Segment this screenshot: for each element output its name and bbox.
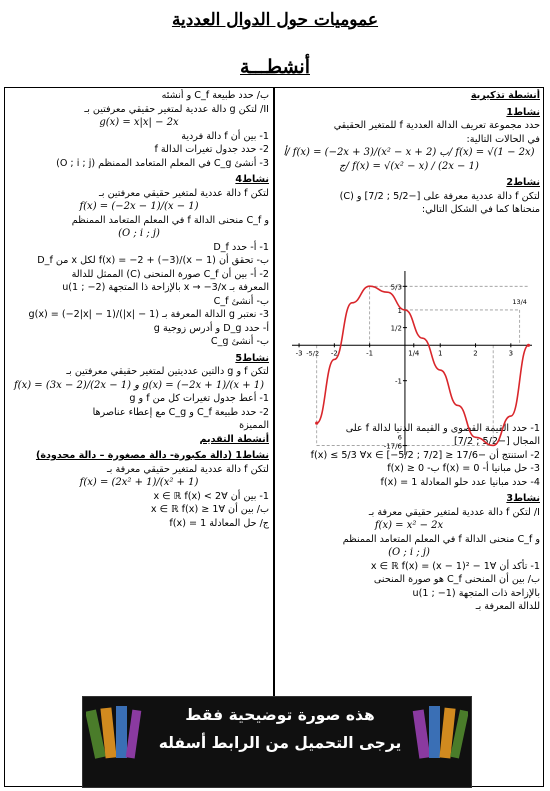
x-tick-label: -1 <box>366 349 374 358</box>
banner-line-1: هذه صورة توضيحية فقط <box>185 706 375 724</box>
section-heading: أنشطة التقديم <box>199 433 269 445</box>
text-line: 4- حدد مبانيا عدد حلو المعادلة f(x) = 1 <box>380 476 540 488</box>
text-line: ب- أنشئ C_g <box>210 336 269 347</box>
text-line: المميزة <box>239 420 269 431</box>
text-line: بالإزاحة ذات المتجهة u(1 ; −1) <box>412 587 540 599</box>
text-line: للدالة المعرفة بـ <box>475 601 540 612</box>
formula-line: f(x) = x² − 2x <box>374 520 444 531</box>
column-divider <box>273 87 275 787</box>
x-tick-label: 2 <box>473 349 478 358</box>
text-line: في الحالات التالية: <box>466 133 540 145</box>
section-heading: نشاط5 <box>235 352 269 364</box>
x-tick-label: 3 <box>508 349 514 358</box>
text-line: لتكن f دالة عددية لمتغير حقيقي معرفتين بـ <box>99 187 269 199</box>
text-line: 1- تأكد أن ∀x ∈ ℝ f(x) = (x − 1)² − 1 <box>370 560 540 572</box>
section-heading: نشاط1 <box>506 106 540 118</box>
formula-line: g(x) = x|x| − 2x <box>99 117 179 128</box>
text-line: 2- حدد جدول تغيرات الدالة f <box>154 144 269 155</box>
text-line: I/ لتكن f دالة عددية لمتغير حقيقي معرفة بـ <box>368 506 540 518</box>
page-title: عموميات حول الدوال العددية <box>171 10 379 30</box>
section-heading: نشاط2 <box>506 177 540 188</box>
text-line: 3- نعتبر g الدالة المعرفة بـ g(x) = (−2|x| − 1)/(|x| − 1) <box>28 309 269 320</box>
y-tick-label: 1/2 <box>390 324 402 333</box>
text-line: لتكن f دالة عددية معرفة على [−5/2 ; 7/2] و (C) <box>339 190 540 202</box>
text-line: المجال [−5/2 ; 7/2] <box>453 436 540 447</box>
books-icon <box>86 700 142 764</box>
text-line: 2- أ- بين أن C_f صورة المنحنى (C) الممثل للدالة <box>71 268 269 280</box>
formula-line: f(x) = (3x − 2)/(2x − 1) و g(x) = (−2x + 1)/(x + 1) <box>13 379 265 391</box>
section-heading: نشاط4 <box>235 174 269 185</box>
text-line: ب/ بين أن المنحنى C_f هو صورة المنحنى <box>373 574 540 585</box>
curve-endpoint <box>315 422 318 425</box>
text-line: حدد مجموعة تعريف الدالة العددية f للمتغير الحقيقي <box>333 120 540 131</box>
formula-line: f(x) = (−2x − 1)/(x − 1) <box>79 201 199 212</box>
text-line: 3- حل مبانيا أ- f(x) = 0 ب- f(x) ≥ 0 <box>387 463 540 474</box>
text-line: ب/ بين أن ∀x ∈ ℝ f(x) ≥ 1 <box>150 504 269 515</box>
text-line: 1- بين أن f دالة فردية <box>181 130 269 142</box>
y-tick-label: 1 <box>397 306 402 315</box>
y-tick-label: -17/6 <box>383 442 402 451</box>
text-line: II/ لتكن g دالة عددية لمتغير حقيقي معرفتين بـ <box>84 103 269 115</box>
annotation: -5/2 <box>306 349 320 358</box>
text-line: 1- حدد القيمة القصوى و القيمة الدنيا لدالة f على <box>345 422 540 434</box>
text-line: 1- أ- حدد D_f <box>213 241 269 253</box>
text-line: 2- استنتج أن −17/6 ≤ f(x) ≤ 5/3 ∀x ∈ [−5/2 ; 7/2] <box>310 449 540 461</box>
text-line: 1- أعط جدول تغيرات كل من f و g <box>129 393 269 404</box>
text-line: ب/ حدد طبيعة C_f و أنشئه <box>161 90 269 101</box>
text-line: و C_f منحنى الدالة f في المعلم المتعامد الممنظم <box>342 533 540 545</box>
text-line: المعرفة بـ x → −3/x بالإزاحة ذا المتجهة u(1 ; −2) <box>62 282 269 293</box>
annotation: 13/4 <box>512 297 527 306</box>
section-heading: أنشطة تذكيرية <box>470 90 540 101</box>
formula-line: f(x) = (2x² + 1)/(x² + 1) <box>79 477 199 488</box>
text-line: أ- حدد D_g و أدرس زوجية g <box>153 322 269 334</box>
text-line: 3- أنشئ C_g في المعلم المتعامد الممنظم (O ; i ; j) <box>56 157 269 169</box>
formula-line: ج/ f(x) = √(x² − x) / (2x − 1) <box>339 160 479 172</box>
function-graph <box>282 263 540 463</box>
text-line: 2- حدد طبيعة C_f و C_g مع إعطاء عناصرها <box>92 406 269 418</box>
text-line: ب- أنشئ C_f <box>213 295 269 307</box>
x-tick-label: 1 <box>438 349 443 358</box>
formula-line: (O ; i ; j) <box>118 228 160 239</box>
annotation: 6 <box>397 433 402 442</box>
x-tick-label: -3 <box>295 349 303 358</box>
formula-line: (O ; i ; j) <box>388 547 430 558</box>
text-line: ب- تحقق أن f(x) = −2 + (−3)/(x − 1) لكل x من D_f <box>37 255 269 266</box>
text-line: منحناها كما في الشكل التالي: <box>421 204 540 215</box>
banner-line-2: يرجى التحميل من الرابط أسفله <box>158 734 402 752</box>
text-line: لتكن f دالة عددية لمتغير حقيقي معرفة بـ <box>106 463 269 475</box>
section-heading: نشاط1 (دالة مكبورة- دالة مصغورة – دالة محدودة) <box>35 450 269 461</box>
text-line: و C_f منحنى الدالة f في المعلم المتعامد الممنظم <box>71 214 269 226</box>
section-heading: نشاط3 <box>506 493 540 504</box>
page-subtitle: أنشطـــة <box>240 56 310 78</box>
text-line: لتكن f و g دالتين عدديتين لمتغير حقيقي معرفتين بـ <box>66 366 269 377</box>
left-column <box>7 89 271 786</box>
y-tick-label: -1 <box>394 377 402 386</box>
y-tick-label: 5/3 <box>390 283 402 292</box>
text-line: 1- بين أن ∀x ∈ ℝ f(x) < 2 <box>153 490 269 502</box>
books-icon-right <box>412 700 468 764</box>
formula-line: أ/ f(x) = (−2x + 3)/(x² − x + 2) ب/ f(x) = √(1 − 2x) <box>283 147 535 158</box>
x-tick-label: 1/4 <box>408 349 420 358</box>
curve-endpoint <box>527 344 530 347</box>
x-tick-label: -2 <box>330 349 338 358</box>
text-line: ج/ حل المعادلة f(x) = 1 <box>169 517 269 529</box>
